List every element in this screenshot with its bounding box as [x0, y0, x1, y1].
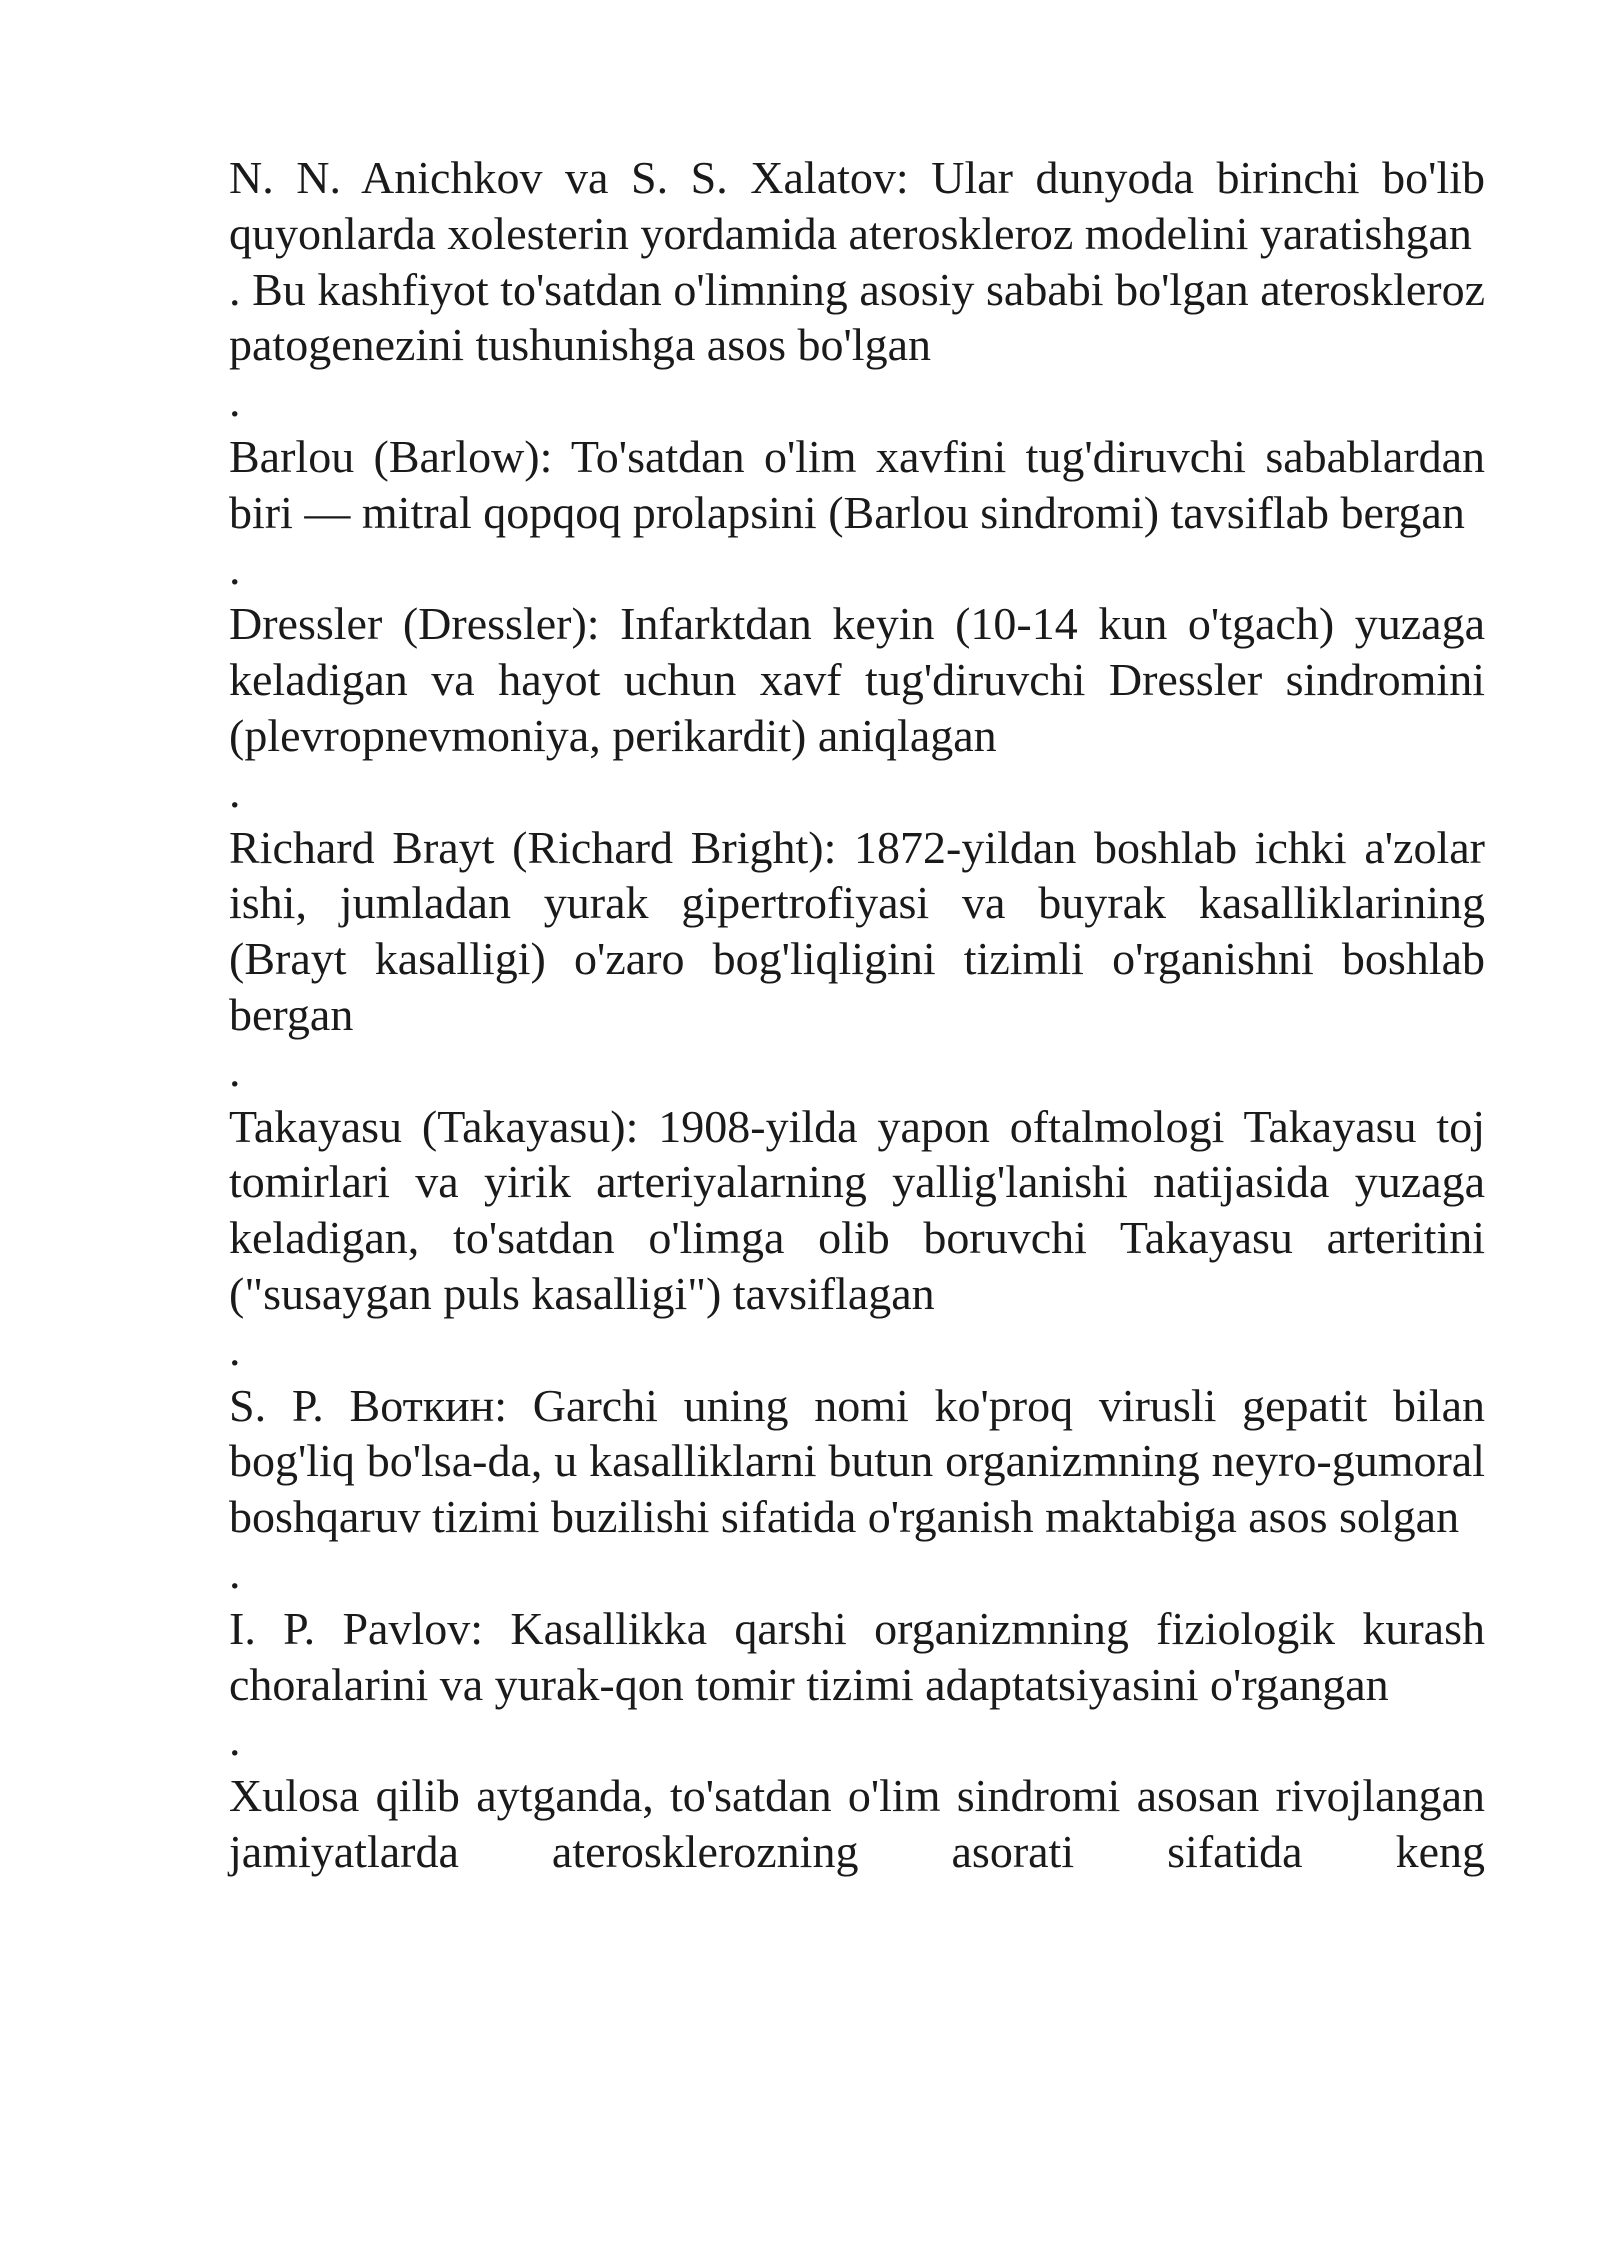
document-page [229, 150, 1485, 1880]
dot-separator: . [229, 765, 241, 817]
paragraph-pavlov: I. P. Pavlov: Kasallikka qarshi organizmning fiziologik kurash choralarini va yurak-qon tomir tizimi adaptatsiyasini o'rgangan [229, 1602, 1485, 1710]
paragraph-anichkov: N. N. Anichkov va S. S. Xalatov: Ular dunyoda birinchi bo'lib quyonlarda xolesterin yordamida ateroskleroz modelini yaratishgan [229, 152, 1485, 259]
paragraph-barlou: Barlou (Barlow): To'satdan o'lim xavfini tug'diruvchi sabablardan biri — mitral qopqoq prolapsini (Barlou sindromi) tavsiflab bergan [229, 430, 1485, 538]
dot-separator: . [229, 375, 241, 427]
paragraph-bright: Richard Brayt (Richard Bright): 1872-yildan boshlab ichki a'zolar ishi, jumladan yurak gipertrofiyasi va buyrak kasalliklarining (Brayt kasalligi) o'zaro bog'liqligini tizimli o'rganishni boshlab bergan [229, 821, 1485, 1040]
dot-separator: . [229, 1714, 241, 1766]
paragraph-botkin: S. P. Воткин: Garchi uning nomi ko'proq virusli gepatit bilan bog'liq bo'lsa-da, u kasalliklarni butun organizmning neyro-gumoral boshqaruv tizimi buzilishi sifatida o'rganish maktabiga asos solgan [229, 1379, 1485, 1543]
paragraph-anichkov-continued: . Bu kashfiyot to'satdan o'limning asosiy sababi bo'lgan ateroskleroz patogenezini tushunishga asos bo'lgan [229, 263, 1485, 371]
dot-separator: . [229, 1044, 241, 1096]
paragraph-conclusion: Xulosa qilib aytganda, to'satdan o'lim sindromi asosan rivojlangan jamiyatlarda aterosklerozning asorati sifatida keng [229, 1770, 1485, 1877]
paragraph-takayasu: Takayasu (Takayasu): 1908-yilda yapon oftalmologi Takayasu toj tomirlari va yirik arteriyalarning yallig'lanishi natijasida yuzaga keladigan, to'satdan o'limga olib boruvchi Takayasu arteritini ("susaygan puls kasalligi") tavsiflagan [229, 1100, 1485, 1319]
paragraph-dressler: Dressler (Dressler): Infarktdan keyin (10-14 kun o'tgach) yuzaga keladigan va hayot uchun xavf tug'diruvchi Dressler sindromini (plevropnevmoniya, perikardit) aniqlagan [229, 598, 1485, 761]
dot-separator: . [229, 1546, 241, 1598]
dot-separator: . [229, 542, 241, 594]
dot-separator: . [229, 1323, 241, 1375]
